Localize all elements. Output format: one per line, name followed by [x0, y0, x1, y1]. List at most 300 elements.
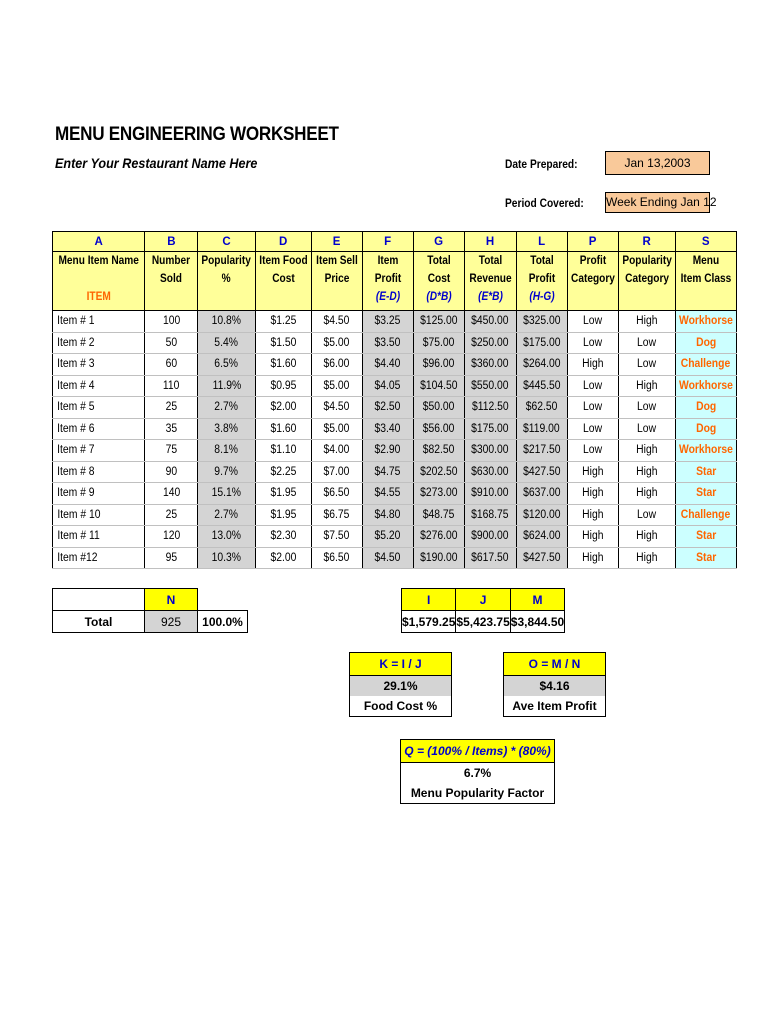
popularity-category-cell: [618, 375, 675, 397]
total-profit-cell: [516, 461, 567, 483]
item-class-cell: [675, 504, 736, 526]
sell-price: $7.00: [323, 465, 350, 478]
popularity: 2.7%: [214, 401, 239, 414]
item-name-cell[interactable]: [53, 547, 145, 569]
item-name-cell[interactable]: [53, 418, 145, 440]
total-revenue: $300.00: [471, 444, 509, 457]
sell-price-cell[interactable]: [311, 332, 362, 354]
item-profit-cell: [362, 332, 413, 354]
popularity-category-cell: [618, 418, 675, 440]
column-header-line: Revenue: [468, 273, 512, 285]
column-header-line: Category: [624, 273, 669, 285]
item-profit: $4.55: [374, 487, 401, 500]
column-letter-c: C: [198, 232, 255, 252]
column-header-line: Total: [426, 255, 451, 267]
sell-price: $6.50: [323, 487, 350, 500]
food-cost-box: [349, 652, 452, 717]
item-class-cell: [675, 354, 736, 376]
sell-price-cell[interactable]: [311, 354, 362, 376]
profit-category: Low: [583, 315, 603, 328]
popularity-category-cell: [618, 461, 675, 483]
number-sold: 90: [165, 465, 178, 478]
profit-category: Low: [583, 422, 603, 435]
popularity-category: Low: [637, 508, 657, 521]
popularity: 10.8%: [211, 315, 242, 328]
food-cost: $1.95: [270, 487, 297, 500]
sell-price: $5.00: [323, 422, 350, 435]
item-profit: $2.50: [374, 401, 401, 414]
m-letter: M: [510, 589, 564, 611]
total-profit-cell: [516, 526, 567, 548]
total-profit: $637.00: [522, 487, 561, 500]
total-profit: $445.50: [522, 379, 561, 392]
item-class: Star: [695, 551, 716, 564]
restaurant-name[interactable]: Enter Your Restaurant Name Here: [55, 155, 258, 171]
total-cost-cell: [413, 547, 464, 569]
food-cost-cell[interactable]: [255, 526, 311, 548]
popularity-category-cell: [618, 504, 675, 526]
totals-left-table: [52, 588, 248, 633]
total-revenue: $112.50: [471, 401, 509, 414]
popularity: 11.9%: [212, 379, 241, 392]
profit-category: Low: [583, 379, 603, 392]
profit-category: Low: [583, 336, 603, 349]
popularity-category: Low: [637, 422, 657, 435]
column-header-line: Profit: [528, 273, 555, 285]
profit-category-cell: [567, 547, 618, 569]
i-letter: I: [402, 589, 456, 611]
total-cost-cell: [413, 354, 464, 376]
popularity-cell: [198, 440, 255, 462]
item-profit-cell: [362, 526, 413, 548]
number-sold: 50: [165, 336, 178, 349]
table-row: [53, 375, 737, 397]
number-sold-cell[interactable]: [145, 504, 198, 526]
popularity-category-cell: [618, 440, 675, 462]
column-letter-a: A: [53, 232, 145, 252]
item-name-cell[interactable]: [53, 461, 145, 483]
total-revenue: $450.00: [471, 315, 509, 328]
total-cost-cell: [413, 461, 464, 483]
food-cost-cell[interactable]: [255, 504, 311, 526]
total-revenue: $250.00: [471, 336, 509, 349]
totals-blank: [53, 589, 145, 611]
profit-category: High: [581, 551, 604, 564]
number-sold-cell[interactable]: [145, 526, 198, 548]
total-cost-cell: [413, 397, 464, 419]
total-cost-cell: [413, 418, 464, 440]
item-profit-cell: [362, 504, 413, 526]
total-profit: $120.00: [522, 508, 561, 521]
popularity-category: High: [636, 379, 658, 392]
item-name-cell[interactable]: [53, 354, 145, 376]
total-revenue: $630.00: [471, 465, 509, 478]
popularity: 3.8%: [214, 422, 239, 435]
table-row: [53, 461, 737, 483]
item-name-cell[interactable]: [53, 526, 145, 548]
item-class-cell: [675, 526, 736, 548]
food-cost: $2.30: [270, 530, 297, 543]
item-profit-cell: [362, 418, 413, 440]
totals-right-table: [401, 588, 565, 633]
total-cost: $48.75: [422, 508, 455, 521]
column-header-s: [675, 252, 736, 311]
popularity-cell: [198, 397, 255, 419]
food-cost: $2.25: [270, 465, 297, 478]
number-sold-cell[interactable]: [145, 440, 198, 462]
number-sold: 60: [165, 358, 178, 371]
column-header-p: [567, 252, 618, 311]
total-cost: $82.50: [422, 444, 455, 457]
period-covered-label: Period Covered:: [505, 196, 584, 210]
total-revenue: $168.75: [471, 508, 509, 521]
sell-price-cell[interactable]: [311, 311, 362, 333]
table-row: [53, 547, 737, 569]
item-class-cell: [675, 332, 736, 354]
sell-price-cell[interactable]: [311, 461, 362, 483]
food-cost-cell[interactable]: [255, 397, 311, 419]
ave-profit-label: Ave Item Profit: [512, 699, 597, 713]
total-profit: $325.00: [522, 315, 561, 328]
popularity: 5.4%: [214, 336, 239, 349]
food-cost-cell[interactable]: [255, 311, 311, 333]
total-profit: $175.00: [522, 336, 561, 349]
column-header-line: Item: [377, 255, 398, 267]
total-cost-cell: [413, 332, 464, 354]
item-class-cell: [675, 440, 736, 462]
popularity-category: High: [636, 530, 658, 543]
total-profit: $119.00: [523, 422, 560, 435]
popularity-category-cell: [618, 332, 675, 354]
column-header-line: Popularity: [201, 255, 252, 267]
popularity-cell: [198, 354, 255, 376]
item-name: Item # 11: [57, 530, 100, 543]
item-name-cell[interactable]: [53, 440, 145, 462]
total-revenue: $360.00: [471, 358, 509, 371]
total-popularity: 100.0%: [198, 611, 248, 633]
item-profit: $3.25: [374, 315, 401, 328]
food-cost-cell[interactable]: [255, 483, 311, 505]
total-revenue-cell: [464, 461, 516, 483]
food-cost-formula: K = I / J: [350, 653, 451, 676]
column-header-line: Cost: [271, 273, 295, 285]
item-name: Item # 4: [57, 379, 95, 392]
food-cost-label: Food Cost %: [363, 699, 438, 713]
period-covered-field[interactable]: Week Ending Jan 12: [605, 192, 710, 213]
item-class: Star: [695, 530, 716, 543]
ave-profit-value: $4.16: [504, 676, 605, 696]
table-row: [53, 526, 737, 548]
food-cost-cell[interactable]: [255, 440, 311, 462]
popularity-category: High: [636, 444, 658, 457]
popularity-cell: [198, 418, 255, 440]
sell-price-cell[interactable]: [311, 375, 362, 397]
popularity: 10.3%: [211, 551, 242, 564]
column-header-line: [315, 288, 359, 306]
total-profit-cell: [516, 332, 567, 354]
profit-category: Low: [583, 401, 603, 414]
total-cost-cell: [413, 311, 464, 333]
total-profit-cell: [516, 440, 567, 462]
item-name-cell[interactable]: [53, 397, 145, 419]
column-header-line: Item Sell: [315, 255, 358, 267]
total-cost: $1,579.25: [402, 611, 456, 633]
column-header-line: Price: [324, 273, 349, 285]
profit-category: Low: [583, 444, 603, 457]
popularity: 13.0%: [211, 530, 242, 543]
column-header-line: (E-D): [375, 291, 400, 303]
popularity-factor-value: 6.7%: [463, 766, 492, 780]
sell-price-cell[interactable]: [311, 418, 362, 440]
number-sold-cell[interactable]: [145, 461, 198, 483]
popularity-category-cell: [618, 483, 675, 505]
item-profit: $4.50: [374, 551, 401, 564]
item-class: Workhorse: [678, 444, 733, 457]
total-revenue: $175.00: [471, 422, 509, 435]
item-profit: $2.90: [374, 444, 401, 457]
sell-price: $5.00: [323, 379, 350, 392]
column-header-line: (H-G): [528, 291, 555, 303]
column-letter-p: P: [567, 232, 618, 252]
sell-price-cell[interactable]: [311, 483, 362, 505]
sell-price-cell[interactable]: [311, 440, 362, 462]
item-class-cell: [675, 397, 736, 419]
number-sold: 110: [163, 379, 180, 392]
sell-price: $6.50: [323, 551, 350, 564]
popularity: 6.5%: [214, 358, 239, 371]
column-header-line: ITEM: [86, 291, 111, 303]
item-class: Dog: [695, 336, 716, 349]
total-revenue-cell: [464, 440, 516, 462]
item-profit-cell: [362, 440, 413, 462]
number-sold: 25: [165, 401, 178, 414]
item-name-cell[interactable]: [53, 311, 145, 333]
item-profit: $4.75: [374, 465, 401, 478]
item-class-cell: [675, 418, 736, 440]
column-header-line: Profit: [374, 273, 401, 285]
column-header-l: [516, 252, 567, 311]
sell-price-cell[interactable]: [311, 526, 362, 548]
item-profit: $4.05: [374, 379, 401, 392]
total-revenue-cell: [464, 311, 516, 333]
total-profit: $217.50: [522, 444, 561, 457]
total-revenue-cell: [464, 332, 516, 354]
profit-category-cell: [567, 375, 618, 397]
total-revenue-cell: [464, 504, 516, 526]
food-cost-cell[interactable]: [255, 332, 311, 354]
profit-category: High: [581, 530, 604, 543]
item-class: Challenge: [680, 358, 731, 371]
total-cost: $104.50: [419, 379, 458, 392]
item-profit: $3.40: [374, 422, 401, 435]
n-letter: N: [145, 589, 198, 611]
food-cost: $0.95: [270, 379, 297, 392]
number-sold: 25: [165, 508, 178, 521]
item-class: Workhorse: [678, 315, 733, 328]
popularity: 8.1%: [214, 444, 239, 457]
popularity-category: Low: [637, 336, 657, 349]
total-profit: $3,844.50: [510, 611, 564, 633]
column-header-line: Cost: [427, 273, 450, 285]
profit-category-cell: [567, 397, 618, 419]
popularity-cell: [198, 547, 255, 569]
item-name: Item # 10: [57, 508, 101, 521]
total-revenue: $550.00: [471, 379, 509, 392]
popularity-factor-box: [400, 739, 555, 804]
item-name: Item #12: [57, 551, 98, 564]
item-profit: $3.50: [374, 336, 401, 349]
total-profit-cell: [516, 375, 567, 397]
total-label: Total: [53, 611, 145, 633]
column-header-line: [202, 288, 251, 306]
item-profit-cell: [362, 397, 413, 419]
popularity: 2.7%: [214, 508, 239, 521]
number-sold-cell[interactable]: [145, 483, 198, 505]
column-letter-s: S: [675, 232, 736, 252]
page-title: MENU ENGINEERING WORKSHEET: [55, 124, 339, 145]
total-revenue-cell: [464, 526, 516, 548]
column-header-line: Menu: [692, 255, 719, 267]
menu-items-table: [52, 231, 737, 569]
profit-category: High: [581, 465, 604, 478]
table-row: [53, 354, 737, 376]
item-class-cell: [675, 547, 736, 569]
item-profit-cell: [362, 311, 413, 333]
food-cost-cell[interactable]: [255, 547, 311, 569]
item-profit: $4.40: [374, 358, 401, 371]
popularity-category: High: [636, 551, 658, 564]
ave-profit-box: [503, 652, 606, 717]
sell-price-cell[interactable]: [311, 397, 362, 419]
item-name: Item # 7: [57, 444, 95, 457]
column-header-line: [58, 270, 138, 288]
popularity-factor-formula: Q = (100% / Items) * (80%): [401, 740, 554, 763]
item-profit: $5.20: [374, 530, 401, 543]
table-row: [53, 440, 737, 462]
number-sold: 75: [165, 444, 178, 457]
food-cost-value: 29.1%: [350, 676, 451, 696]
column-letter-b: B: [145, 232, 198, 252]
popularity-cell: [198, 311, 255, 333]
popularity: 15.1%: [211, 487, 242, 500]
total-revenue: $617.50: [471, 551, 509, 564]
column-header-line: [571, 288, 615, 306]
total-cost: $202.50: [419, 465, 458, 478]
item-name-cell[interactable]: [53, 375, 145, 397]
number-sold: 120: [162, 530, 181, 543]
item-name-cell[interactable]: [53, 332, 145, 354]
total-cost-cell: [413, 375, 464, 397]
popularity-factor-label: Menu Popularity Factor: [410, 786, 545, 800]
food-cost-cell[interactable]: [255, 418, 311, 440]
column-letter-r: R: [618, 232, 675, 252]
item-profit: $4.80: [374, 508, 401, 521]
item-profit-cell: [362, 354, 413, 376]
popularity-category: High: [636, 315, 658, 328]
number-sold-cell[interactable]: [145, 332, 198, 354]
table-row: [53, 504, 737, 526]
sell-price-cell[interactable]: [311, 504, 362, 526]
food-cost: $1.50: [270, 336, 297, 349]
popularity-category: Low: [637, 401, 657, 414]
profit-category-cell: [567, 461, 618, 483]
number-sold-cell[interactable]: [145, 375, 198, 397]
popularity-category-cell: [618, 547, 675, 569]
total-profit-cell: [516, 547, 567, 569]
column-header-line: %: [222, 273, 232, 285]
item-class-cell: [675, 375, 736, 397]
column-header-a: [53, 252, 145, 311]
item-name: Item # 3: [57, 358, 95, 371]
total-revenue-cell: [464, 483, 516, 505]
food-cost: $1.60: [270, 358, 297, 371]
total-cost: $190.00: [419, 551, 458, 564]
food-cost-cell[interactable]: [255, 375, 311, 397]
number-sold: 100: [162, 315, 181, 328]
food-cost-cell[interactable]: [255, 354, 311, 376]
food-cost-cell[interactable]: [255, 461, 311, 483]
total-cost: $125.00: [419, 315, 458, 328]
item-name: Item # 5: [57, 401, 95, 414]
total-profit: $264.00: [522, 358, 561, 371]
total-profit-cell: [516, 504, 567, 526]
item-class-cell: [675, 311, 736, 333]
table-row: [53, 311, 737, 333]
column-header-e: [311, 252, 362, 311]
sell-price: $4.50: [323, 315, 350, 328]
total-cost-cell: [413, 483, 464, 505]
food-cost: $1.10: [270, 444, 297, 457]
total-revenue-cell: [464, 418, 516, 440]
number-sold-cell[interactable]: [145, 547, 198, 569]
number-sold-cell[interactable]: [145, 397, 198, 419]
food-cost: $2.00: [270, 401, 297, 414]
item-name-cell[interactable]: [53, 483, 145, 505]
sell-price-cell[interactable]: [311, 547, 362, 569]
column-header-line: [679, 288, 732, 306]
number-sold-cell[interactable]: [145, 354, 198, 376]
sell-price: $6.00: [323, 358, 350, 371]
date-prepared-label: Date Prepared:: [505, 157, 578, 171]
popularity-category-cell: [618, 526, 675, 548]
total-cost: $96.00: [422, 358, 455, 371]
column-letter-f: F: [362, 232, 413, 252]
item-name: Item # 2: [57, 336, 95, 349]
column-letter-h: H: [464, 232, 516, 252]
item-name-cell[interactable]: [53, 504, 145, 526]
item-class: Dog: [695, 422, 716, 435]
column-header-b: [145, 252, 198, 311]
number-sold-cell[interactable]: [145, 418, 198, 440]
column-letter-g: G: [413, 232, 464, 252]
total-cost: $56.00: [422, 422, 455, 435]
total-cost: $276.00: [419, 530, 458, 543]
total-profit: $62.50: [525, 401, 558, 414]
column-header-f: [362, 252, 413, 311]
number-sold-cell[interactable]: [145, 311, 198, 333]
sell-price: $7.50: [323, 530, 350, 543]
sell-price: $4.00: [323, 444, 350, 457]
sell-price: $6.75: [323, 508, 350, 521]
item-profit-cell: [362, 461, 413, 483]
column-header-line: Sold: [160, 273, 183, 285]
popularity-cell: [198, 461, 255, 483]
profit-category-cell: [567, 418, 618, 440]
popularity-cell: [198, 526, 255, 548]
item-class-cell: [675, 483, 736, 505]
ave-profit-formula: O = M / N: [504, 653, 605, 676]
date-prepared-field[interactable]: Jan 13,2003: [605, 151, 710, 175]
